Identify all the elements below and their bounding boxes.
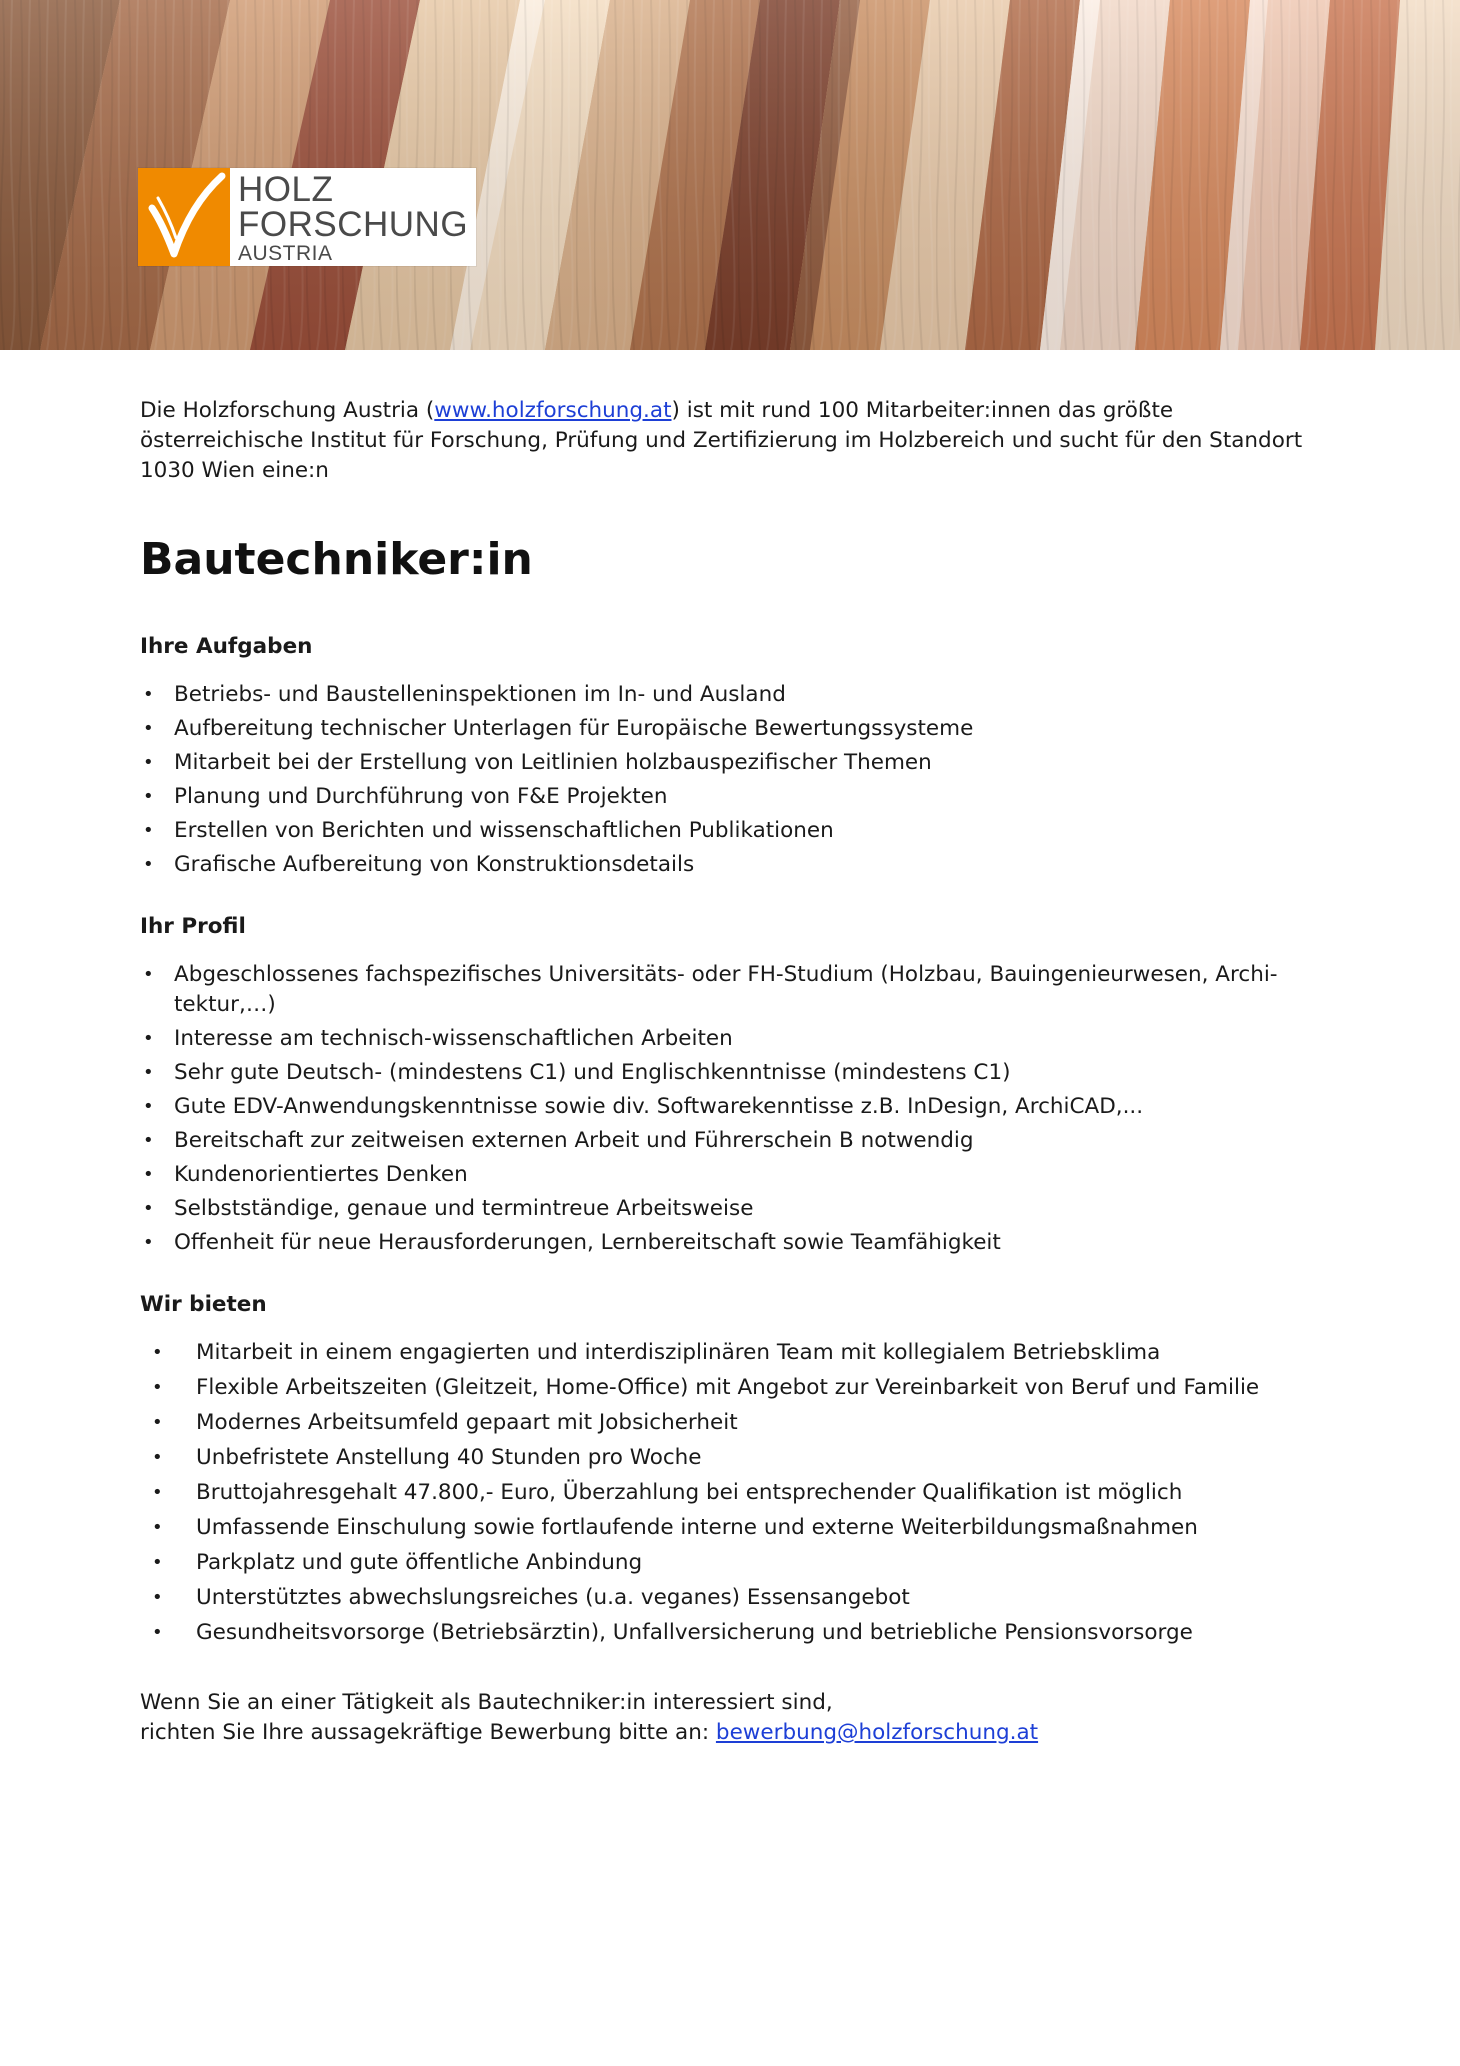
list-item: • Mitarbeit bei der Erstellung von Leitlinien holzbauspezifischer Themen [140,748,1330,778]
bullet-icon: • [152,1342,163,1363]
bullet-icon: • [143,820,154,841]
list-item: • Betriebs- und Baustelleninspektionen im In- und Ausland [140,680,1330,710]
bullet-icon: • [143,854,154,875]
bullet-icon: • [152,1447,163,1468]
list-item: • Offenheit für neue Herausforderungen, Lernbereitschaft sowie Teamfähigkeit [140,1228,1330,1258]
list-item: • Flexible Arbeitszeiten (Gleitzeit, Home-Office) mit Angebot zur Vereinbarkeit von Beruf und Familie [140,1373,1330,1403]
logo-checkmark-icon [138,168,230,266]
list-item: • Planung und Durchführung von F&E Projekten [140,782,1330,812]
bullet-icon: • [143,718,154,739]
email-link[interactable]: bewerbung@holzforschung.at [715,1720,1039,1745]
bullet-icon: • [143,786,154,807]
list-item: • Bruttojahresgehalt 47.800,- Euro, Überzahlung bei entsprechender Qualifikation ist möglich [140,1478,1330,1508]
bullet-icon: • [152,1377,163,1398]
offer-heading: Wir bieten [140,1292,267,1317]
header-banner [0,0,1460,350]
bullet-icon: • [143,1028,154,1049]
tasks-list [140,680,1330,880]
bullet-icon: • [143,1164,154,1185]
list-item: • Grafische Aufbereitung von Konstruktionsdetails [140,850,1330,880]
bullet-icon: • [143,752,154,773]
bullet-icon: • [143,1062,154,1083]
list-item: • Gesundheitsvorsorge (Betriebsärztin), Unfallversicherung und betriebliche Pensionsvorsorge [140,1618,1330,1648]
list-item: • Mitarbeit in einem engagierten und interdisziplinären Team mit kollegialem Betriebsklima [140,1338,1330,1368]
job-title: Bautechniker:in [140,534,533,585]
bullet-icon: • [152,1412,163,1433]
bullet-icon: • [143,964,154,985]
bullet-icon: • [143,1232,154,1253]
company-logo [138,168,476,266]
list-item: • Selbstständige, genaue und termintreue Arbeitsweise [140,1194,1330,1224]
list-item: • Interesse am technisch-wissenschaftlichen Arbeiten [140,1024,1330,1054]
intro-prefix: Die Holzforschung Austria ( [140,398,435,423]
apply-line2: richten Sie Ihre aussagekräftige Bewerbung bitte an: [140,1720,716,1745]
list-item: • Modernes Arbeitsumfeld gepaart mit Jobsicherheit [140,1408,1330,1438]
bullet-icon: • [143,684,154,705]
list-item: • Unbefristete Anstellung 40 Stunden pro Woche [140,1443,1330,1473]
intro-suffix: ) ist mit rund 100 Mitarbeiter:innen das größte österreichische Institut für Forschung, Prüfung und Zertifizierung im Holzbereich und sucht für den Standort 1030 Wien eine:n [140,398,1303,483]
list-item: • Sehr gute Deutsch- (mindestens C1) und Englischkenntnisse (mindestens C1) [140,1058,1330,1088]
logo-line-forschung: FORSCHUNG [238,205,469,244]
list-item: • Umfassende Einschulung sowie fortlaufende interne und externe Weiterbildungsmaßnahmen [140,1513,1330,1543]
bullet-icon: • [152,1622,163,1643]
list-item: • Unterstütztes abwechslungsreiches (u.a. veganes) Essensangebot [140,1583,1330,1613]
list-item: • Erstellen von Berichten und wissenschaftlichen Publikationen [140,816,1330,846]
bullet-icon: • [152,1552,163,1573]
logo-line-holz: HOLZ [238,170,334,209]
bullet-icon: • [152,1482,163,1503]
bullet-icon: • [152,1587,163,1608]
bullet-icon: • [143,1096,154,1117]
bullet-icon: • [152,1517,163,1538]
tasks-heading: Ihre Aufgaben [140,634,313,659]
website-link[interactable]: www.holzforschung.at [434,398,672,423]
bullet-icon: • [143,1198,154,1219]
profile-heading: Ihr Profil [140,914,246,939]
apply-line1: Wenn Sie an einer Tätigkeit als Bautechniker:in interessiert sind, [140,1690,833,1715]
list-item: • Abgeschlossenes fachspezifisches Universitäts- oder FH-Studium (Holzbau, Bauingenieurwesen, Archi-tektur,…) [143,962,1278,1017]
job-posting-content [140,396,1330,1748]
list-item: • Aufbereitung technischer Unterlagen für Europäische Bewertungssysteme [140,714,1330,744]
intro-paragraph [140,396,1330,486]
profile-list [140,960,1330,1258]
list-item: • Kundenorientiertes Denken [140,1160,1330,1190]
list-item: • Parkplatz und gute öffentliche Anbindung [140,1548,1330,1578]
offer-list [140,1338,1330,1648]
bullet-icon: • [143,1130,154,1151]
logo-line-austria: AUSTRIA [238,242,333,265]
list-item: • Bereitschaft zur zeitweisen externen Arbeit und Führerschein B notwendig [140,1126,1330,1156]
logo-wordmark [230,168,468,266]
list-item: • Gute EDV-Anwendungskenntnisse sowie div. Softwarekenntisse z.B. InDesign, ArchiCAD,... [140,1092,1330,1122]
application-note [140,1688,1330,1748]
